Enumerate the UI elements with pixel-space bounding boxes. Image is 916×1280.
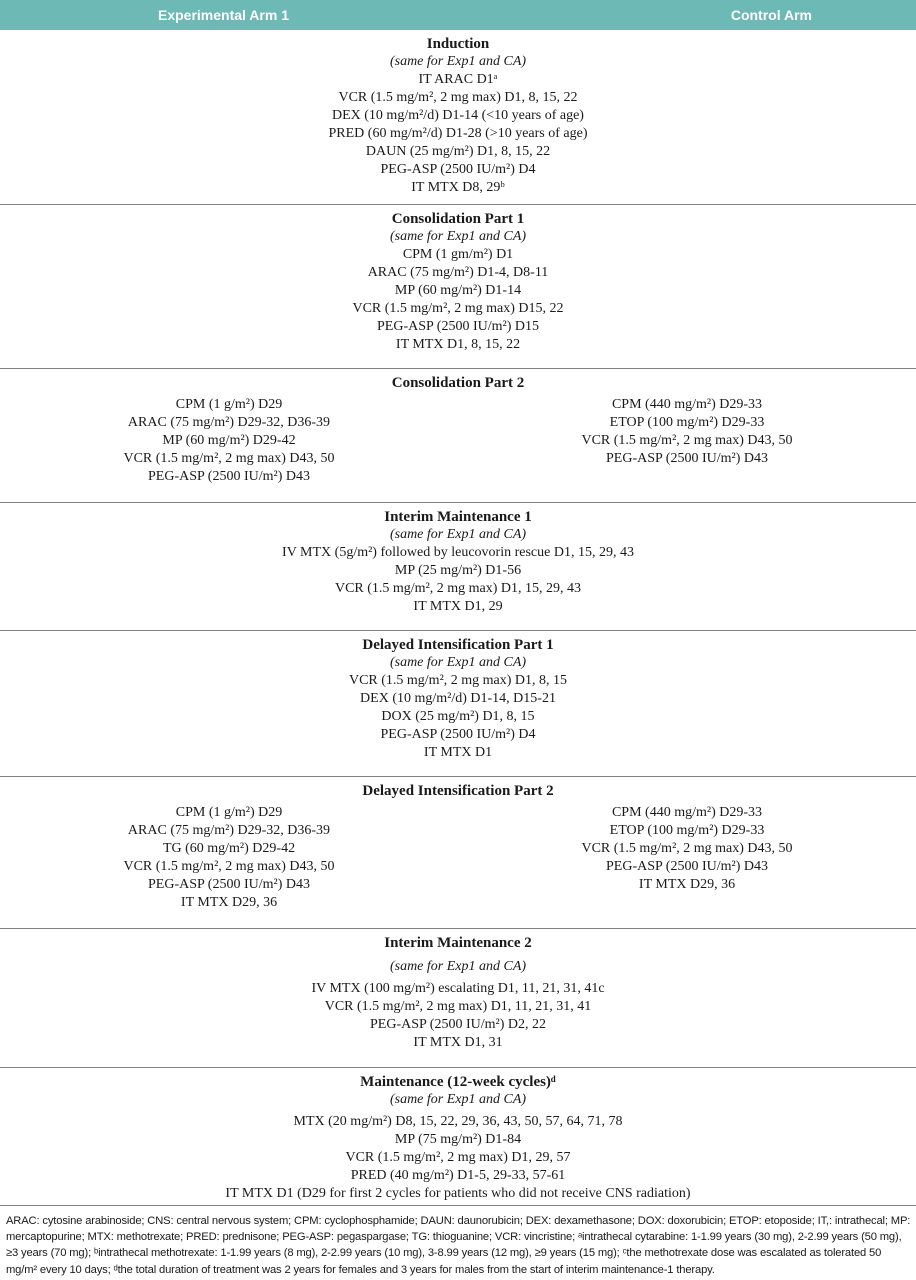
section-maintenance [0,1068,916,1206]
regimen-line: CPM (1 g/m²) D29 [175,805,283,820]
regimen-line: VCR (1.5 mg/m², 2 mg max) D15, 22 [352,301,564,316]
regimen-line: VCR (1.5 mg/m², 2 mg max) D43, 50 [581,841,793,856]
experimental-arm-column [0,804,458,912]
section-induction [0,30,916,205]
regimen-line: MP (60 mg/m²) D29-42 [162,433,296,448]
regimen-line: ETOP (100 mg/m²) D29-33 [609,415,765,430]
section-title: Consolidation Part 2 [391,375,525,391]
regimen-line: VCR (1.5 mg/m², 2 mg max) D1, 15, 29, 43 [334,581,582,596]
regimen-line: VCR (1.5 mg/m², 2 mg max) D1, 11, 21, 31, 41 [324,999,592,1014]
regimen-line: IT MTX D1 (D29 for first 2 cycles for patients who did not receive CNS radiation) [225,1186,691,1201]
section-delayed-intensification-part-1 [0,631,916,777]
regimen-line: ETOP (100 mg/m²) D29-33 [609,823,765,838]
regimen-line: ARAC (75 mg/m²) D1-4, D8-11 [367,265,549,280]
header-control-arm: Control Arm [730,7,812,23]
regimen-line: IT ARAC D1ᵃ [418,72,498,87]
regimen-line: IT MTX D1 [423,745,493,760]
regimen-line: CPM (1 gm/m²) D1 [402,247,514,262]
regimen-line: IV MTX (5g/m²) followed by leucovorin rescue D1, 15, 29, 43 [282,545,634,560]
section-title: Maintenance (12-week cycles)ᵈ [360,1074,556,1090]
regimen-line: CPM (440 mg/m²) D29-33 [611,805,763,820]
regimen-line: VCR (1.5 mg/m², 2 mg max) D43, 50 [123,451,335,466]
header-experimental-arm: Experimental Arm 1 [158,7,289,23]
regimen-line: DEX (10 mg/m²/d) D1-14 (<10 years of age) [332,108,584,123]
regimen-line: TG (60 mg/m²) D29-42 [162,841,296,856]
regimen-lines [0,544,916,616]
regimen-line: IT MTX D29, 36 [638,877,736,892]
arm-columns [0,396,916,486]
section-title: Consolidation Part 1 [391,211,525,227]
section-title: Delayed Intensification Part 2 [362,783,554,799]
regimen-line: PEG-ASP (2500 IU/m²) D43 [148,469,310,484]
regimen-lines [0,71,916,197]
regimen-line: MP (25 mg/m²) D1-56 [394,563,522,578]
experimental-arm-column [0,396,458,486]
regimen-line: MTX (20 mg/m²) D8, 15, 22, 29, 36, 43, 50, 57, 64, 71, 78 [293,1114,623,1129]
table-header [0,0,916,30]
regimen-line: VCR (1.5 mg/m², 2 mg max) D1, 29, 57 [345,1150,571,1165]
regimen-line: VCR (1.5 mg/m², 2 mg max) D43, 50 [123,859,335,874]
arm-columns [0,804,916,912]
regimen-line: ARAC (75 mg/m²) D29-32, D36-39 [127,823,331,838]
regimen-line: MP (75 mg/m²) D1-84 [394,1132,522,1147]
regimen-line: IT MTX D1, 29 [413,599,503,614]
section-title: Induction [426,36,490,52]
regimen-line: VCR (1.5 mg/m², 2 mg max) D1, 8, 15, 22 [338,90,578,105]
regimen-lines [0,246,916,354]
section-consolidation-part-2 [0,369,916,503]
section-interim-maintenance-1 [0,503,916,631]
regimen-line: PRED (40 mg/m²) D1-5, 29-33, 57-61 [350,1168,566,1183]
section-subtitle: (same for Exp1 and CA) [389,655,527,670]
control-arm-column [458,396,916,486]
regimen-line: MP (60 mg/m²) D1-14 [394,283,522,298]
regimen-line: ARAC (75 mg/m²) D29-32, D36-39 [127,415,331,430]
regimen-line: PEG-ASP (2500 IU/m²) D43 [606,859,768,874]
section-consolidation-part-1 [0,205,916,369]
section-title: Delayed Intensification Part 1 [362,637,554,653]
regimen-line: CPM (1 g/m²) D29 [175,397,283,412]
regimen-line: DAUN (25 mg/m²) D1, 8, 15, 22 [365,144,551,159]
section-subtitle: (same for Exp1 and CA) [389,1092,527,1107]
section-subtitle: (same for Exp1 and CA) [389,54,527,69]
regimen-line: PEG-ASP (2500 IU/m²) D15 [377,319,539,334]
regimen-line: PEG-ASP (2500 IU/m²) D43 [606,451,768,466]
regimen-line: CPM (440 mg/m²) D29-33 [611,397,763,412]
regimen-line: PEG-ASP (2500 IU/m²) D2, 22 [370,1017,546,1032]
regimen-lines [0,1113,916,1203]
regimen-lines [0,672,916,762]
regimen-line: IT MTX D8, 29ᵇ [411,180,505,195]
regimen-line: PEG-ASP (2500 IU/m²) D4 [380,727,536,742]
section-subtitle: (same for Exp1 and CA) [389,527,527,542]
table-footnote: ARAC: cytosine arabinoside; CNS: central nervous system; CPM: cyclophosphamide; DAUN: daunorubicin; DEX: dexamethasone; DOX: doxorubicin; ETOP: etoposide; IT,: intrathecal; MP: mercaptopurine; MTX: methotrexate; PRED: prednisone; PEG-ASP: pegaspargase; TG: thioguanine; VCR: vincristine; ᵃintrathecal cytarabine: 1-1.99 years (30 mg), 2-2.99 years (50 mg), ≥3 years (70 mg); ᵇintrathecal methotrexate: 1-1.99 years (8 mg), 2-2.99 years (10 mg), 3-8.99 years (12 mg), ≥9 years (15 mg); ᶜthe methotrexate dose was escalated as tolerated 50 mg/m² every 10 days; ᵈthe total duration of treatment was 2 years for females and 3 years for males from the start of interim maintenance-1 therapy. [6,1215,911,1276]
regimen-line: DEX (10 mg/m²/d) D1-14, D15-21 [360,691,556,706]
regimen-lines [0,980,916,1052]
regimen-line: PRED (60 mg/m²/d) D1-28 (>10 years of age) [328,126,588,141]
section-title: Interim Maintenance 2 [384,935,532,951]
regimen-line: IT MTX D29, 36 [180,895,278,910]
section-delayed-intensification-part-2 [0,777,916,929]
section-subtitle: (same for Exp1 and CA) [389,959,527,974]
regimen-line: IT MTX D1, 31 [413,1035,503,1050]
regimen-line: VCR (1.5 mg/m², 2 mg max) D1, 8, 15 [348,673,568,688]
regimen-line: IT MTX D1, 8, 15, 22 [395,337,521,352]
regimen-line: PEG-ASP (2500 IU/m²) D43 [148,877,310,892]
section-title: Interim Maintenance 1 [384,509,532,525]
section-interim-maintenance-2 [0,929,916,1068]
regimen-line: VCR (1.5 mg/m², 2 mg max) D43, 50 [581,433,793,448]
control-arm-column [458,804,916,912]
section-subtitle: (same for Exp1 and CA) [389,229,527,244]
regimen-line: PEG-ASP (2500 IU/m²) D4 [380,162,536,177]
regimen-line: DOX (25 mg/m²) D1, 8, 15 [381,709,535,724]
regimen-line: IV MTX (100 mg/m²) escalating D1, 11, 21, 31, 41c [311,981,605,996]
